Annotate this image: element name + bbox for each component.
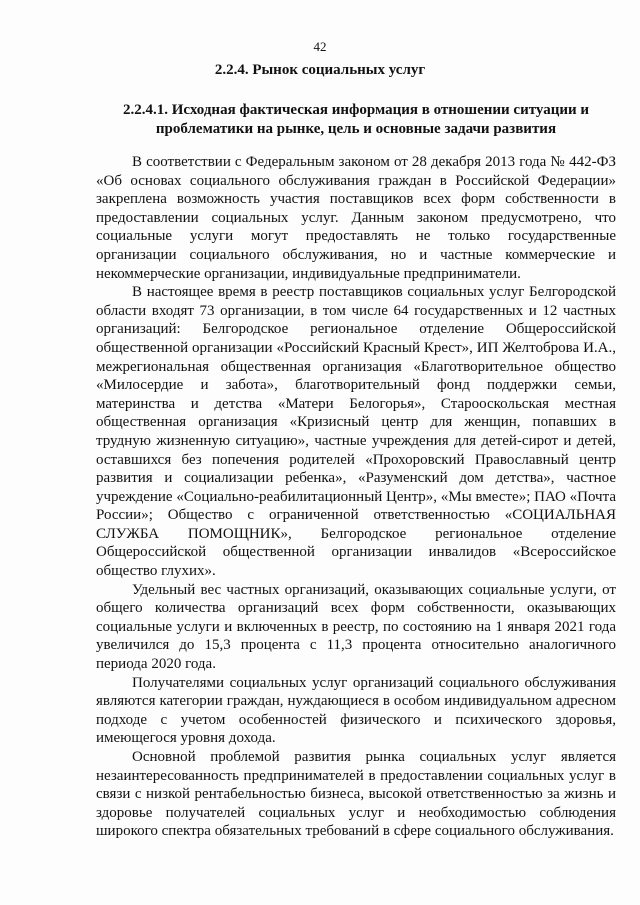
paragraph-problem: Основной проблемой развития рынка социальных услуг является незаинтересованность предпринимателей в предоставлении социальных услуг в связи с низкой рентабельностью бизнеса, высокой ответственностью за жизнь и здоровье получателей социальных услуг и необходимостью соблюдения широкого спектра обязательных требований в сфере социального обслуживания. (96, 749, 616, 840)
paragraph-registry: В настоящее время в реестр поставщиков социальных услуг Белгородской области входят 73 организации, в том числе 64 государственных и 12 частных организаций: Белгородское региональное отделение Общероссийской общественной организации «Российский Красный Крест», ИП Желтоброва И.А., межрегиональная общественная организация «Благотворительное общество «Милосердие и забота», благотворительный фонд поддержки семьи, материнства и детства «Матери Белогорья», Старооскольская местная общественная организация «Кризисный центр для женщин, попавших в трудную жизненную ситуацию», частные учреждения для детей-сирот и детей, оставшихся без попечения родителей «Прохоровский Православный центр развития и социализации ребенка», «Разуменский дом детства», частное учреждение «Социально-реабилитационный Центр», «Мы вместе»; ПАО «Почта России»; Общество с ограниченной ответственностью «СОЦИАЛЬНАЯ СЛУЖБА ПОМОЩНИК», Белгородское региональное отделение Общероссийской общественной организации инвалидов «Всероссийское общество глухих». (96, 284, 616, 580)
body-text (96, 153, 616, 841)
subsection-title: 2.2.4.1. Исходная фактическая информация в отношении ситуации и проблематики на рынке, цель и основные задачи развития (122, 102, 590, 137)
paragraph-recipients: Получателями социальных услуг организаций социального обслуживания являются категории граждан, нуждающиеся в особом индивидуальном адресном подходе с учетом особенностей физического и психического здоровья, имеющегося уровня дохода. (96, 674, 616, 747)
paragraph-share: Удельный вес частных организаций, оказывающих социальные услуги, от общего количества организаций всех форм собственности, оказывающих социальные услуги и включенных в реестр, по состоянию на 1 января 2021 года увеличился до 15,3 процента с 11,3 процента относительно аналогичного периода 2020 года. (96, 581, 616, 673)
page-number: 42 (313, 39, 327, 54)
paragraph-law: В соответствии с Федеральным законом от 28 декабря 2013 года № 442-ФЗ «Об основах социального обслуживания граждан в Российской Федерации» закреплена возможность участия поставщиков всех форм собственности в предоставлении социальных услуг. Данным законом предусмотрено, что социальные услуги могут предоставлять не только государственные организации социального обслуживания, но и частные коммерческие и некоммерческие организации, индивидуальные предприниматели. (96, 154, 616, 282)
section-title: 2.2.4. Рынок социальных услуг (214, 62, 426, 78)
